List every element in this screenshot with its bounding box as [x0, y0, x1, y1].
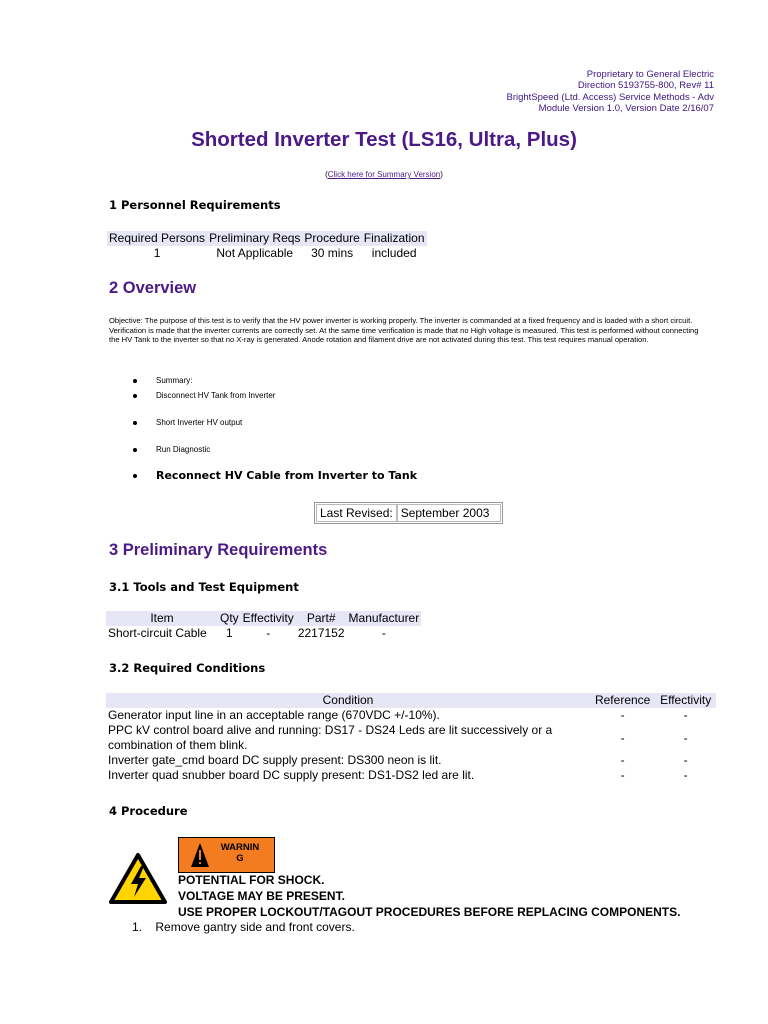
table-row: PPC kV control board alive and running: DS17 - DS24 Leds are lit successively or a combination of them blink. - -: [108, 723, 688, 752]
bullet-icon: [133, 421, 137, 425]
header-service-methods: BrightSpeed (Ltd. Access) Service Methods - Adv: [506, 91, 714, 103]
warning-line: POTENTIAL FOR SHOCK.: [178, 873, 325, 887]
warning-message: [178, 872, 680, 920]
overview-text: Objective: The purpose of this test is to verify that the HV power inverter is working properly. The inverter is commanded at a fixed frequency and is loaded with a short circuit. Verification is made that the inverter currents are correctly set. At the same time verification is made that no High voltage is measured. This test is performed without connecting the HV Tank to the inverter so that no X-ray is generated. Anode rotation and filament drive are not activated during this test. This test requires manual operation.: [109, 316, 699, 345]
section-2-heading: 2 Overview: [109, 279, 197, 297]
last-revised-value: September 2003: [397, 504, 501, 522]
table-row: Short-circuit Cable 1 - 2217152 -: [108, 626, 386, 640]
personnel-table: [107, 231, 427, 261]
list-item: Short Inverter HV output: [133, 418, 242, 427]
warning-label: WARNIN G: [220, 842, 260, 864]
step-text: Remove gantry side and front covers.: [155, 920, 355, 934]
warning-line: VOLTAGE MAY BE PRESENT.: [178, 889, 345, 903]
list-item: Summary:: [133, 376, 192, 385]
last-revised-box: [314, 502, 503, 524]
header-proprietary: Proprietary to General Electric: [586, 69, 714, 80]
col-part-number: Part#: [296, 611, 347, 626]
summary-version-link[interactable]: Click here for Summary Version: [327, 170, 441, 179]
header-direction: Direction 5193755-800, Rev# 11: [577, 80, 714, 92]
section-4-heading: 4 Procedure: [109, 804, 188, 818]
bullet-icon: [133, 379, 137, 383]
col-procedure: Procedure: [304, 231, 360, 245]
col-effectivity: Effectivity: [242, 611, 294, 625]
step-number: 1.: [132, 920, 143, 934]
section-1-heading: 1 Personnel Requirements: [109, 198, 281, 212]
procedure-step: [132, 920, 355, 934]
last-revised-label: Last Revised:: [316, 504, 397, 522]
table-row: 1 Not Applicable 30 mins included: [153, 246, 417, 260]
summary-link-line: (Click here for Summary Version): [325, 170, 443, 179]
bullet-icon: [133, 448, 137, 452]
electrical-hazard-icon: [108, 852, 168, 905]
section-3-2-heading: 3.2 Required Conditions: [109, 661, 266, 675]
conditions-table: [106, 693, 716, 783]
list-item: Run Diagnostic: [133, 445, 210, 454]
table-row: Inverter quad snubber board DC supply present: DS1-DS2 led are lit. - -: [108, 768, 688, 782]
col-effectivity: Effectivity: [655, 693, 716, 708]
col-preliminary-reqs: Preliminary Reqs: [209, 231, 301, 245]
warning-line: USE PROPER LOCKOUT/TAGOUT PROCEDURES BEFORE REPLACING COMPONENTS.: [178, 905, 681, 919]
table-row: Generator input line in an acceptable range (670VDC +/-10%). - -: [108, 708, 688, 722]
section-3-1-heading: 3.1 Tools and Test Equipment: [109, 580, 299, 594]
bullet-icon: [133, 394, 137, 398]
header-module-version: Module Version 1.0, Version Date 2/16/07: [538, 103, 714, 115]
col-manufacturer: Manufacturer: [348, 611, 420, 625]
page-title: Shorted Inverter Test (LS16, Ultra, Plus): [191, 128, 577, 151]
col-item: Item: [106, 611, 218, 626]
tools-table: [106, 611, 421, 641]
col-qty: Qty: [220, 611, 239, 625]
list-item: Disconnect HV Tank from Inverter: [133, 391, 275, 400]
col-reference: Reference: [590, 693, 655, 708]
col-finalization: Finalization: [363, 231, 425, 245]
col-condition: Condition: [106, 693, 590, 708]
table-row: Inverter gate_cmd board DC supply present: DS300 neon is lit. - -: [108, 753, 688, 767]
exclamation-icon: [190, 842, 210, 868]
section-3-heading: 3 Preliminary Requirements: [109, 541, 328, 559]
list-item: Reconnect HV Cable from Inverter to Tank: [133, 469, 417, 482]
document-header: [506, 69, 714, 115]
col-required-persons: Required Persons: [109, 231, 206, 245]
bullet-icon: [133, 474, 137, 478]
